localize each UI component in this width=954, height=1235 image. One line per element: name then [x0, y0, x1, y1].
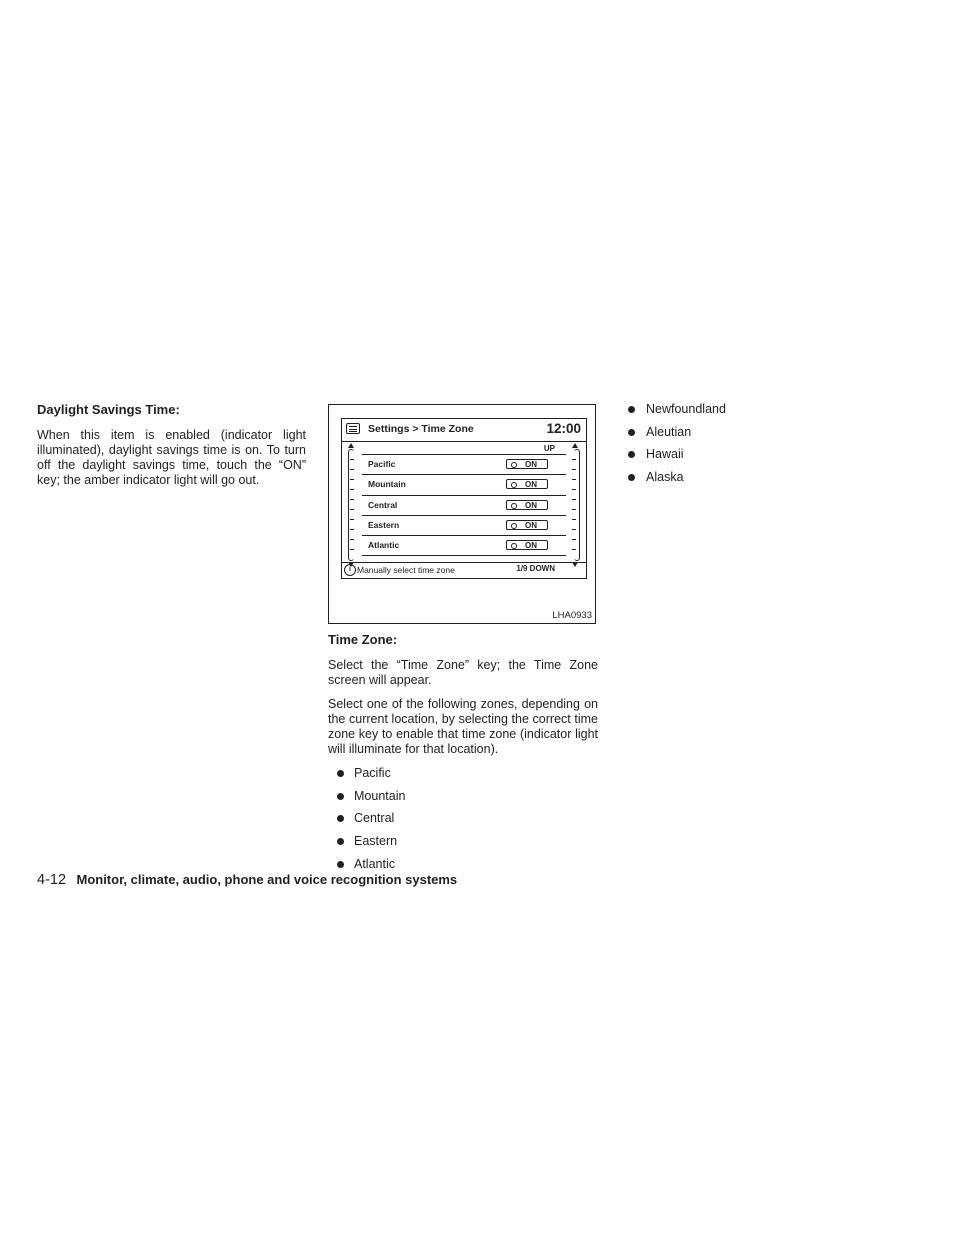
- more-zone-list: [626, 402, 826, 485]
- timezone-heading: Time Zone:: [328, 632, 398, 647]
- time-zone-screen-figure: [328, 404, 596, 624]
- bullet-icon: [337, 770, 344, 777]
- list-item: Hawaii: [626, 447, 826, 462]
- list-item: Newfoundland: [626, 402, 826, 417]
- row-label: Eastern: [368, 519, 400, 530]
- indicator-light-icon: [511, 543, 517, 549]
- on-button[interactable]: ON: [506, 540, 548, 550]
- more-zones-section: [626, 402, 826, 493]
- screen-clock: 12:00: [546, 421, 581, 436]
- bullet-icon: [628, 474, 635, 481]
- zone-list: [328, 766, 598, 872]
- info-icon: i: [344, 564, 356, 576]
- list-item: Alaska: [626, 470, 826, 485]
- bullet-icon: [337, 815, 344, 822]
- list-item: Atlantic: [328, 857, 598, 872]
- on-button[interactable]: ON: [506, 459, 548, 469]
- timezone-para-1: Select the “Time Zone” key; the Time Zone screen will appear.: [328, 658, 598, 687]
- screen-header: [342, 419, 586, 442]
- timezone-section: [328, 404, 598, 879]
- indicator-light-icon: [511, 503, 517, 509]
- time-zone-screen: [341, 418, 587, 579]
- row-label: Central: [368, 499, 398, 510]
- left-scroll-scale: [348, 449, 356, 561]
- page-footer: [37, 871, 457, 889]
- row-label: Mountain: [368, 479, 406, 490]
- list-item: Central: [328, 811, 598, 826]
- figure-code: LHA0933: [552, 610, 592, 621]
- list-item: Pacific: [328, 766, 598, 781]
- row-label: Atlantic: [368, 540, 400, 551]
- on-button[interactable]: ON: [506, 520, 548, 530]
- footer-hint: Manually select time zone: [357, 565, 455, 575]
- bullet-icon: [628, 451, 635, 458]
- bullet-icon: [628, 406, 635, 413]
- daylight-text: When this item is enabled (indicator light illuminated), daylight savings time is on. To turn off the daylight savings time, touch the “ON” key; the amber indicator light will go out.: [37, 428, 306, 487]
- screen-title: Settings > Time Zone: [368, 423, 474, 435]
- time-zone-row-pacific[interactable]: [362, 454, 566, 475]
- menu-icon: [346, 423, 360, 434]
- scroll-up-arrow-icon: [348, 443, 354, 448]
- scroll-down-button[interactable]: 1/9 DOWN: [516, 564, 555, 573]
- right-scroll-scale: [572, 449, 580, 561]
- bullet-icon: [628, 429, 635, 436]
- time-zone-list: [362, 454, 566, 556]
- on-button[interactable]: ON: [506, 500, 548, 510]
- scroll-up-button[interactable]: UP: [543, 444, 555, 453]
- time-zone-row-eastern[interactable]: [362, 516, 566, 536]
- daylight-section: [37, 402, 306, 497]
- screen-footer: [342, 562, 586, 578]
- daylight-heading: Daylight Savings Time:: [37, 402, 180, 417]
- scroll-up-arrow-icon: [572, 443, 578, 448]
- bullet-icon: [337, 793, 344, 800]
- time-zone-row-mountain[interactable]: [362, 475, 566, 495]
- on-button[interactable]: ON: [506, 479, 548, 489]
- section-title: Monitor, climate, audio, phone and voice recognition systems: [76, 872, 458, 887]
- time-zone-row-atlantic[interactable]: [362, 536, 566, 556]
- page-number: 4-12: [37, 872, 67, 888]
- list-item: Aleutian: [626, 425, 826, 440]
- bullet-icon: [337, 838, 344, 845]
- time-zone-row-central[interactable]: [362, 496, 566, 516]
- list-item: Mountain: [328, 789, 598, 804]
- bullet-icon: [337, 861, 344, 868]
- list-item: Eastern: [328, 834, 598, 849]
- indicator-light-icon: [511, 462, 517, 468]
- indicator-light-icon: [511, 482, 517, 488]
- row-label: Pacific: [368, 459, 396, 469]
- indicator-light-icon: [511, 523, 517, 529]
- timezone-para-2: Select one of the following zones, depending on the current location, by selecting the correct time zone key to enable that time zone (indicator light will illuminate for that location).: [328, 697, 598, 756]
